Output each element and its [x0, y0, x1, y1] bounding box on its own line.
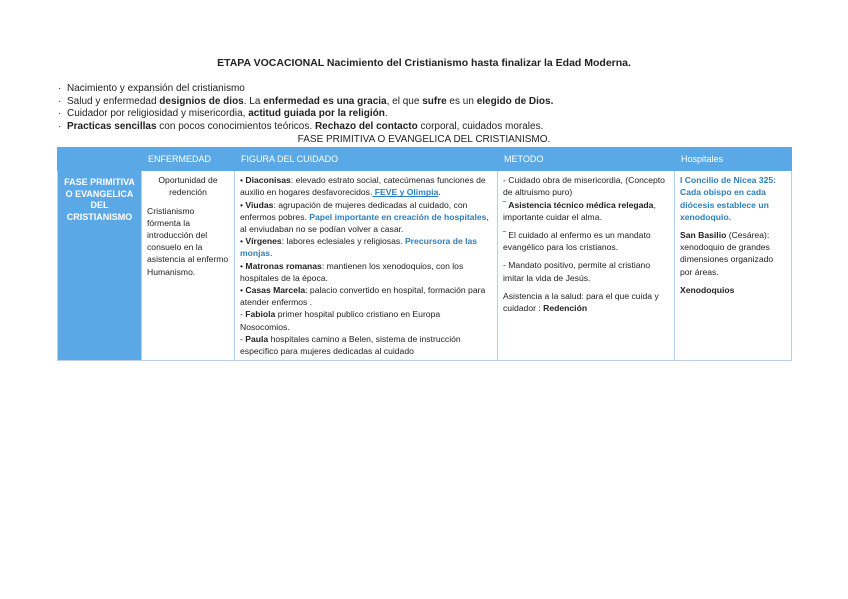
figura-item: • Diaconisas: elevado estrato social, catecúmenas funciones de auxilio en hogares desfavorecidos. FEVE y Olimpia.: [240, 175, 486, 198]
bullet-dot-icon: ·: [58, 120, 62, 132]
intro-bullet-list: [58, 83, 553, 133]
bullet-item: [58, 96, 553, 109]
bullet-dot-icon: ·: [58, 83, 62, 94]
header-phase: [58, 148, 142, 171]
bullet-text-bold: elegido de Dios.: [476, 95, 554, 107]
figura-item: • Viudas: agrupación de mujeres dedicadas al cuidado, con enfermos pobres. Papel importante en creación de hospitales, al enviudaban no se podían volver a casar.: [240, 199, 489, 235]
header-enfermedad: ENFERMEDAD: [142, 148, 235, 171]
bullet-text-bold: actitud guiada por la religión: [248, 108, 385, 120]
feve-olimpia-link[interactable]: FEVE y Olimpia: [372, 187, 439, 198]
hospitales-item: I Concilio de Nicea 325: Cada obispo en cada diócesis establece un xenodoquio.: [680, 175, 776, 222]
bullet-text-bold: designios de dios: [159, 95, 244, 107]
hospitales-item: San Basilio (Cesárea): xenodoquio de grandes dimensiones organizado por áreas.: [680, 230, 774, 277]
bullet-text: . La: [243, 95, 264, 107]
metodo-item: ‾ Asistencia técnico médica relegada, importante cuidar el alma.: [503, 199, 656, 222]
figura-item: • Casas Marcela: palacio convertido en hospital, formación para atender enfermos .: [240, 285, 486, 308]
phase-table: [57, 147, 792, 361]
section-subtitle: FASE PRIMITIVA O EVANGELICA DEL CRISTIANISMO.: [297, 134, 551, 145]
enfermedad-text: Cristianismo fórmenta la introducción del consuelo en la asistencia al enfermo Humanismo.: [147, 205, 229, 277]
page-title: ETAPA VOCACIONAL Nacimiento del Cristianismo hasta finalizar la Edad Moderna.: [217, 57, 631, 69]
metodo-item: - Cuidado obra de misericordia, (Concepto de altruismo puro): [503, 175, 665, 198]
bullet-text: con pocos conocimientos teóricos.: [156, 120, 315, 132]
bullet-text-bold: enfermedad es una gracia: [263, 95, 387, 107]
header-hospitales: Hospitales: [675, 148, 792, 171]
bullet-text: corporal, cuidados morales.: [417, 120, 544, 132]
phase-cell: FASE PRIMITIVA O EVANGELICA DEL CRISTIANISMO: [58, 171, 142, 361]
bullet-text: .: [384, 108, 388, 120]
bullet-text: , el que: [386, 95, 423, 107]
header-metodo: METODO: [498, 148, 675, 171]
bullet-text: Nacimiento y expansión del cristianismo: [67, 83, 245, 94]
bullet-item: [58, 83, 553, 96]
bullet-text-bold: sufre: [422, 95, 447, 107]
figura-item: - Paula hospitales camino a Belen, sistema de instrucción especifico para mujeres dedicadas al cuidado: [240, 333, 461, 357]
metodo-item: - Mandato positivo, permite al cristiano imitar la vida de Jesús.: [503, 260, 651, 283]
table-header-row: [58, 148, 792, 171]
bullet-item: [58, 121, 553, 134]
hospitales-item: Xenodoquios: [680, 284, 735, 295]
metodo-cell: [498, 171, 675, 361]
figura-item: • Vírgenes: labores eclesiales y religiosas. Precursora de las monjas.: [240, 236, 478, 259]
header-figura-del-cuidado: FIGURA DEL CUIDADO: [235, 148, 498, 171]
bullet-dot-icon: ·: [58, 108, 62, 120]
metodo-item: Asistencia a la salud: para el que cuida y cuidador : Redención: [503, 290, 659, 314]
figura-item: • Matronas romanas: mantienen los xenodoquios, con los hospitales de la época.: [240, 260, 464, 283]
bullet-text: Cuidador por religiosidad y misericordia,: [67, 108, 249, 120]
figura-cell: [235, 171, 498, 361]
bullet-text: Salud y enfermedad: [67, 95, 160, 107]
bullet-text-bold: Practicas sencillas: [67, 120, 157, 132]
hospitales-cell: [675, 171, 792, 361]
bullet-text-bold: Rechazo del contacto: [314, 120, 418, 132]
bullet-dot-icon: ·: [58, 95, 62, 107]
metodo-item: ‾ El cuidado al enfermo es un mandato evangélico para los cristianos.: [503, 230, 651, 253]
bullet-text: es un: [446, 95, 477, 107]
enfermedad-cell: [142, 171, 235, 361]
bullet-item: [58, 108, 553, 121]
figura-item: - Fabiola primer hospital publico cristiano en Europa Nosocomios.: [240, 309, 441, 332]
table-row: [58, 171, 792, 361]
enfermedad-text: Oportunidad de redención: [158, 175, 218, 198]
